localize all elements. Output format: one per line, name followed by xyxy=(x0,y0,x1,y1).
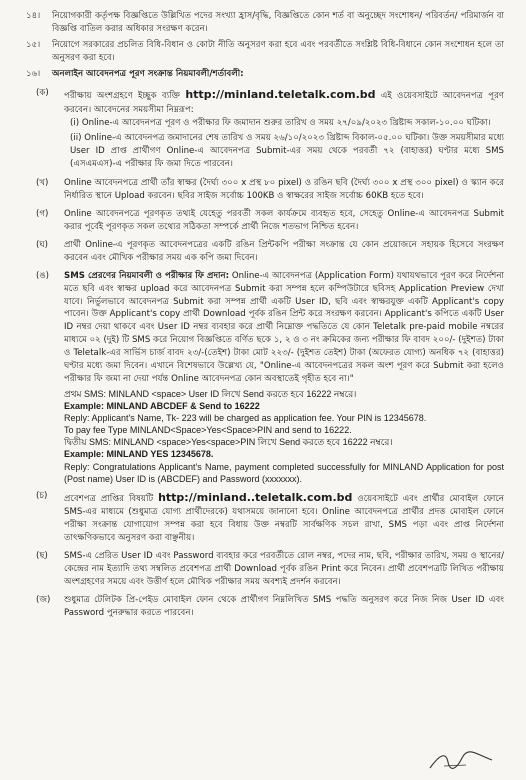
item-text xyxy=(64,87,504,116)
document-page xyxy=(26,10,504,625)
deadline-start: (i) Online-এ আবেদনপত্র পূরণ ও পরীক্ষার ফি জমাদান শুরুর তারিখ ও সময় ২৭/০৯/২০২৩ খ্রিষ্টাব্দ সকাল-১০.০০ ঘটিকা। xyxy=(70,117,491,128)
clause-16-heading xyxy=(26,68,504,85)
clause-number: ১৪। xyxy=(26,11,41,21)
sms-instructions xyxy=(64,388,504,485)
intro-text: পরীক্ষায় অংশগ্রহণে ইচ্ছুক ব্যক্তি xyxy=(64,91,181,102)
signature-mark xyxy=(426,748,496,774)
clause-14 xyxy=(26,10,504,36)
item-text: শুধুমাত্র টেলিটক প্রি-পেইড মোবাইল ফোন থেকে প্রার্থীগণ নিম্নলিখিত SMS পদ্ধতি অনুসরণ করে নিজ নিজ User ID এবং Password পুনরুদ্ধার করতে পারবেন। xyxy=(64,594,504,618)
item-text: Online আবেদনপত্রে প্রার্থী তাঁর স্বাক্ষর (দৈর্ঘ্য ৩০০ x প্রস্থ ৮০ pixel) ও রঙিন ছবি (দৈর্ঘ্য ৩০০ x প্রস্থ ৩০০ pixel) ও স্ক্যান করে নির্ধারিত স্থানে Upload করবেন। ছবির সাইজ সর্বোচ্চ 100KB ও স্বাক্ষরের সাইজ সর্বোচ্চ 60KB হতে হবে। xyxy=(64,178,504,202)
item-ja xyxy=(26,594,504,620)
item-label: (খ) xyxy=(36,178,49,189)
first-sms-example: Example: MINLAND ABCDEF & Send to 16222 xyxy=(64,400,260,411)
item-label: (চ) xyxy=(36,490,48,501)
clause-number: ১৬। xyxy=(26,68,41,79)
second-sms-example: Example: MINLAND YES 12345678. xyxy=(64,449,214,460)
item-ka xyxy=(26,87,504,172)
deadline-end: (ii) Online-এ আবেদনপত্র জমাদানের শেষ তারিখ ও সময় ২৬/১০/২০২৩ খ্রিষ্টাব্দ বিকাল-০৫.০০ ঘটিকা। উক্ত সময়সীমার মধ্যে User ID প্রাপ্ত প্রার্থীগণ Online-এ আবেদনপত্র Submit-এর সময় থেকে পরবর্তী ৭২ (বাহাত্তর) ঘণ্টার মধ্যে SMS (এসএমএস)-এ পরীক্ষার ফি জমা দিতে পারবেন। xyxy=(70,132,504,169)
item-text: প্রার্থী Online-এ পূরণকৃত আবেদনপত্রের একটি রঙিন প্রিন্টকপি পরীক্ষা সংক্রান্ত যে কোন প্রয়োজনে সহায়ক হিসেবে সংরক্ষণ করবেন এবং মৌখিক পরীক্ষার সময় এক কপি জমা দিবেন। xyxy=(64,239,504,263)
item-label: (ক) xyxy=(36,88,49,99)
item-uma xyxy=(26,270,504,485)
clause-number: ১৫। xyxy=(26,39,41,50)
clause-15 xyxy=(26,39,504,65)
item-gha xyxy=(26,239,504,265)
clause-text: নিয়োগকারী কর্তৃপক্ষ বিজ্ঞপ্তিতে উল্লিখিত পদের সংখ্যা হ্রাস/বৃদ্ধি, বিজ্ঞপ্তিতে কোন শর্ত বা অনুচ্ছেদ সংশোধন/ পরিবর্তন/ পরিমার্জন বা বিজ্ঞপ্তি বাতিল করার অধিকার সংরক্ষণ করেন। xyxy=(52,11,504,34)
section-title: অনলাইন আবেদনপত্র পূরণ সংক্রান্ত নিয়মাবলী/শর্তাবলী: xyxy=(52,68,244,79)
item-label: (গ) xyxy=(36,209,49,220)
item-label: (জ) xyxy=(36,594,51,605)
first-sms-reply: Reply: Applicant's Name, Tk- 223 will be charged as application fee. Your PIN is 12345678. xyxy=(64,413,427,424)
first-sms-heading: প্রথম SMS: MINLAND <space> User ID লিখে Send করতে হবে 16222 নম্বরে। xyxy=(64,388,357,399)
item-label: (ছ) xyxy=(36,551,48,562)
item-chha xyxy=(26,550,504,589)
admit-card-text: প্রবেশপত্র প্রাপ্তির বিষয়টি xyxy=(64,493,154,504)
website-link[interactable]: http://minland..teletalk.com.bd xyxy=(158,490,353,504)
item-text xyxy=(64,270,504,386)
item-label: (ঘ) xyxy=(36,239,49,250)
admit-card-text-cont: ওয়েবসাইটে এবং প্রার্থীর মোবাইল ফোনে SMS-এর মাধ্যমে (শুধুমাত্র যোগ্য প্রার্থীদেরকে) যথাসময়ে জানানো হবে। Online আবেদনপত্রে প্রার্থীর প্রদত্ত মোবাইল ফোনে পরীক্ষা সংক্রান্ত যোগাযোগ সম্পন্ন করা হবে বিধায় উক্ত নম্বরটি সার্বক্ষণিক সচল রাখা, SMS পড়া এবং প্রাপ্ত নির্দেশনা তাৎক্ষণিকভাবে অনুসরণ করা বাঞ্ছনীয়। xyxy=(64,493,504,544)
second-sms-heading: দ্বিতীয় SMS: MINLAND <space>Yes<space>PIN লিখে Send করতে হবে 16222 নম্বরে। xyxy=(64,437,393,448)
item-ga xyxy=(26,208,504,234)
intro-text-cont: এই ওয়েবসাইটে আবেদনপত্র পূরণ করবেন। আবেদনের সময়সীমা নিম্নরূপ: xyxy=(64,91,505,115)
sms-rules-heading: SMS প্রেরণের নিয়মাবলী ও পরীক্ষার ফি প্রদান: xyxy=(64,270,230,281)
item-text: SMS-এ প্রেরিত User ID এবং Password ব্যবহার করে পরবর্তীতে রোল নম্বর, পদের নাম, ছবি, পরীক্ষার তারিখ, সময় ও স্থানের/কেন্দ্রের নাম ইত্যাদি তথ্য সম্বলিত প্রবেশপত্র প্রার্থী Download পূর্বক রঙিন Print করে নিবেন। প্রার্থী প্রবেশপত্রটি লিখিত পরীক্ষায় অংশগ্রহণের সময়ে এবং উত্তীর্ণ হলে মৌখিক পরীক্ষার সময় অবশ্যই প্রদর্শন করবেন। xyxy=(64,551,504,587)
second-sms-reply: Reply: Congratulations Applicant's Name, payment completed successfully for MINLAND Application for post (Post name) User ID is (ABCDEF) and Password (xxxxxxx). xyxy=(64,461,504,484)
website-link[interactable]: http://minland.teletalk.com.bd xyxy=(185,88,376,102)
item-text: Online আবেদনপত্রে পূরণকৃত তথ্যই যেহেতু পরবর্তী সকল কার্যক্রমে ব্যবহৃত হবে, সেহেতু Online-এ আবেদনপত্র Submit করার পূর্বেই পূরণকৃত সকল তথ্যের সঠিকতা সম্পর্কে প্রার্থী নিজে শতভাগ নিশ্চিত হবেন। xyxy=(64,209,504,233)
item-kha xyxy=(26,177,504,203)
clause-text: নিয়োগে সরকারের প্রচলিত বিধি-বিধান ও কোটা নীতি অনুসরণ করা হবে এবং পরবর্তীতে সংশ্লিষ্ট বিধি-বিধানে কোন সংশোধন হলে তা অনুসরণ করা হবে। xyxy=(52,39,504,63)
first-sms-pay: To pay fee Type MINLAND<Space>Yes<Space>PIN and send to 16222. xyxy=(64,425,352,436)
item-label: (ঙ) xyxy=(36,270,50,281)
item-text xyxy=(64,490,504,545)
item-cha xyxy=(26,490,504,545)
sms-rules-text: Online-এ আবেদনপত্র (Application Form) যথাযথভাবে পূরণ করে নির্দেশনা মতে ছবি এবং স্বাক্ষর upload করে আবেদনপত্র Submit করা সম্পন্ন হলে কম্পিউটারে ছবিসহ Application Preview দেখা যাবে। নির্ভুলভাবে আবেদনপত্র Submit করা সম্পন্ন প্রার্থী একটি User ID, ছবি এবং স্বাক্ষরযুক্ত একটি Applicant's copy পাবেন। উক্ত Applicant's copy প্রার্থী Download পূর্বক রঙিন প্রিন্ট করে সংরক্ষণ করবেন। Applicant's কপিতে একটি User ID নম্বর দেয়া থাকবে এবং User ID নম্বর ব্যবহার করে প্রার্থী নিম্নোক্ত পদ্ধতিতে যে কোন Teletalk pre-paid mobile নম্বরের মাধ্যমে ০২ (দুই) টি SMS করে নিয়োগ বিজ্ঞপ্তিতে বর্ণিত ছকে ১, ২ ও ৩ নং ক্রমিকের জন্য পরীক্ষার ফি বাবদ ২০০/- (দুইশত) টাকা ও Teletalk-এর সার্ভিস চার্জ বাবদ ২৩/-(তেইশ) টাকা মোট ২২৩/- (দুইশত তেইশ) টাকা (অফেরত যোগ্য) অনধিক ৭২ (বাহাত্তর) ঘণ্টার মধ্যে জমা দিবেন। এখানে বিশেষভাবে উল্লেখ্য যে, "Online-এ আবেদনপত্রের সকল অংশ পূরণ করে Submit করা হলেও পরীক্ষার ফি জমা না দেয়া পর্যন্ত Online আবেদনপত্র কোন অবস্থাতেই গৃহীত হবে না।" xyxy=(64,270,505,384)
